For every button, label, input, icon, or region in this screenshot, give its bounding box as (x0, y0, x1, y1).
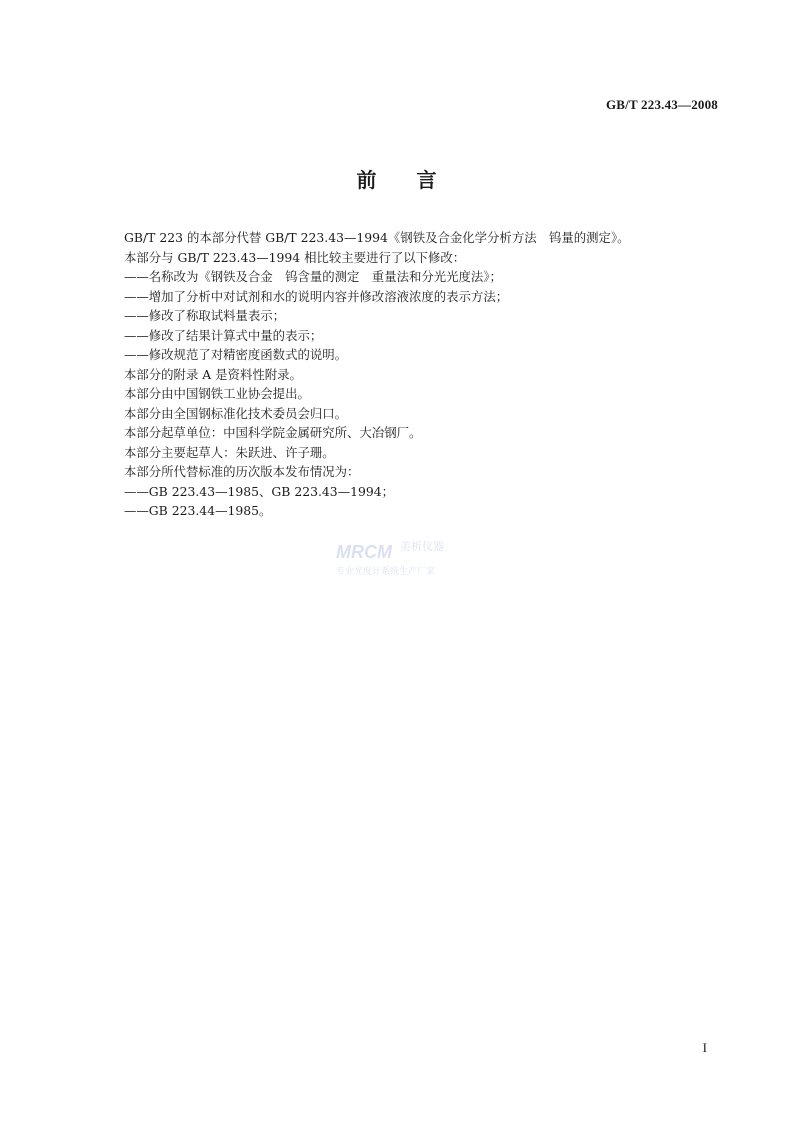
watermark-name: 美析仪器 (400, 540, 444, 553)
body-line: ——修改了称取试料量表示； (124, 308, 286, 323)
body-line: ——GB 223.44—1985。 (124, 503, 272, 518)
body-line: 本部分由中国钢铁工业协会提出。 (124, 386, 310, 401)
watermark-tagline: 专业光度计系统生产厂家 (336, 567, 436, 577)
page-title (0, 164, 793, 193)
watermark-logo: MRCM (336, 542, 392, 562)
body-line: 本部分主要起草人：朱跃进、许子珊。 (124, 444, 335, 460)
title-char-1: 前 (356, 168, 377, 192)
standard-number: GB/T 223.43—2008 (605, 97, 718, 112)
title-char-2: 言 (416, 168, 437, 192)
body-line: ——名称改为《钢铁及合金 钨含量的测定 重量法和分光光度法》； (124, 269, 502, 284)
page-number: I (702, 1040, 707, 1055)
body-line: 本部分所代替标准的历次版本发布情况为： (124, 464, 360, 479)
body-line: ——修改了结果计算式中量的表示； (124, 327, 323, 343)
body-line: 本部分与 GB/T 223.43—1994 相比较主要进行了以下修改： (124, 249, 466, 265)
body-line: GB/T 223 的本部分代替 GB/T 223.43—1994《钢铁及合金化学分析方法 钨量的测定》。 (124, 230, 630, 245)
body-line: ——增加了分析中对试剂和水的说明内容并修改溶液浓度的表示方法； (124, 288, 509, 304)
body-line: 本部分起草单位：中国科学院金属研究所、大冶钢厂。 (124, 425, 422, 440)
body-line: ——GB 223.43—1985、GB 223.43—1994； (124, 483, 395, 499)
body-line: 本部分的附录 A 是资料性附录。 (124, 366, 302, 382)
body-line: ——修改规范了对精密度函数式的说明。 (124, 347, 348, 362)
body-line: 本部分由全国钢标准化技术委员会归口。 (124, 405, 348, 421)
watermark (336, 538, 460, 578)
foreword-body (124, 228, 704, 521)
